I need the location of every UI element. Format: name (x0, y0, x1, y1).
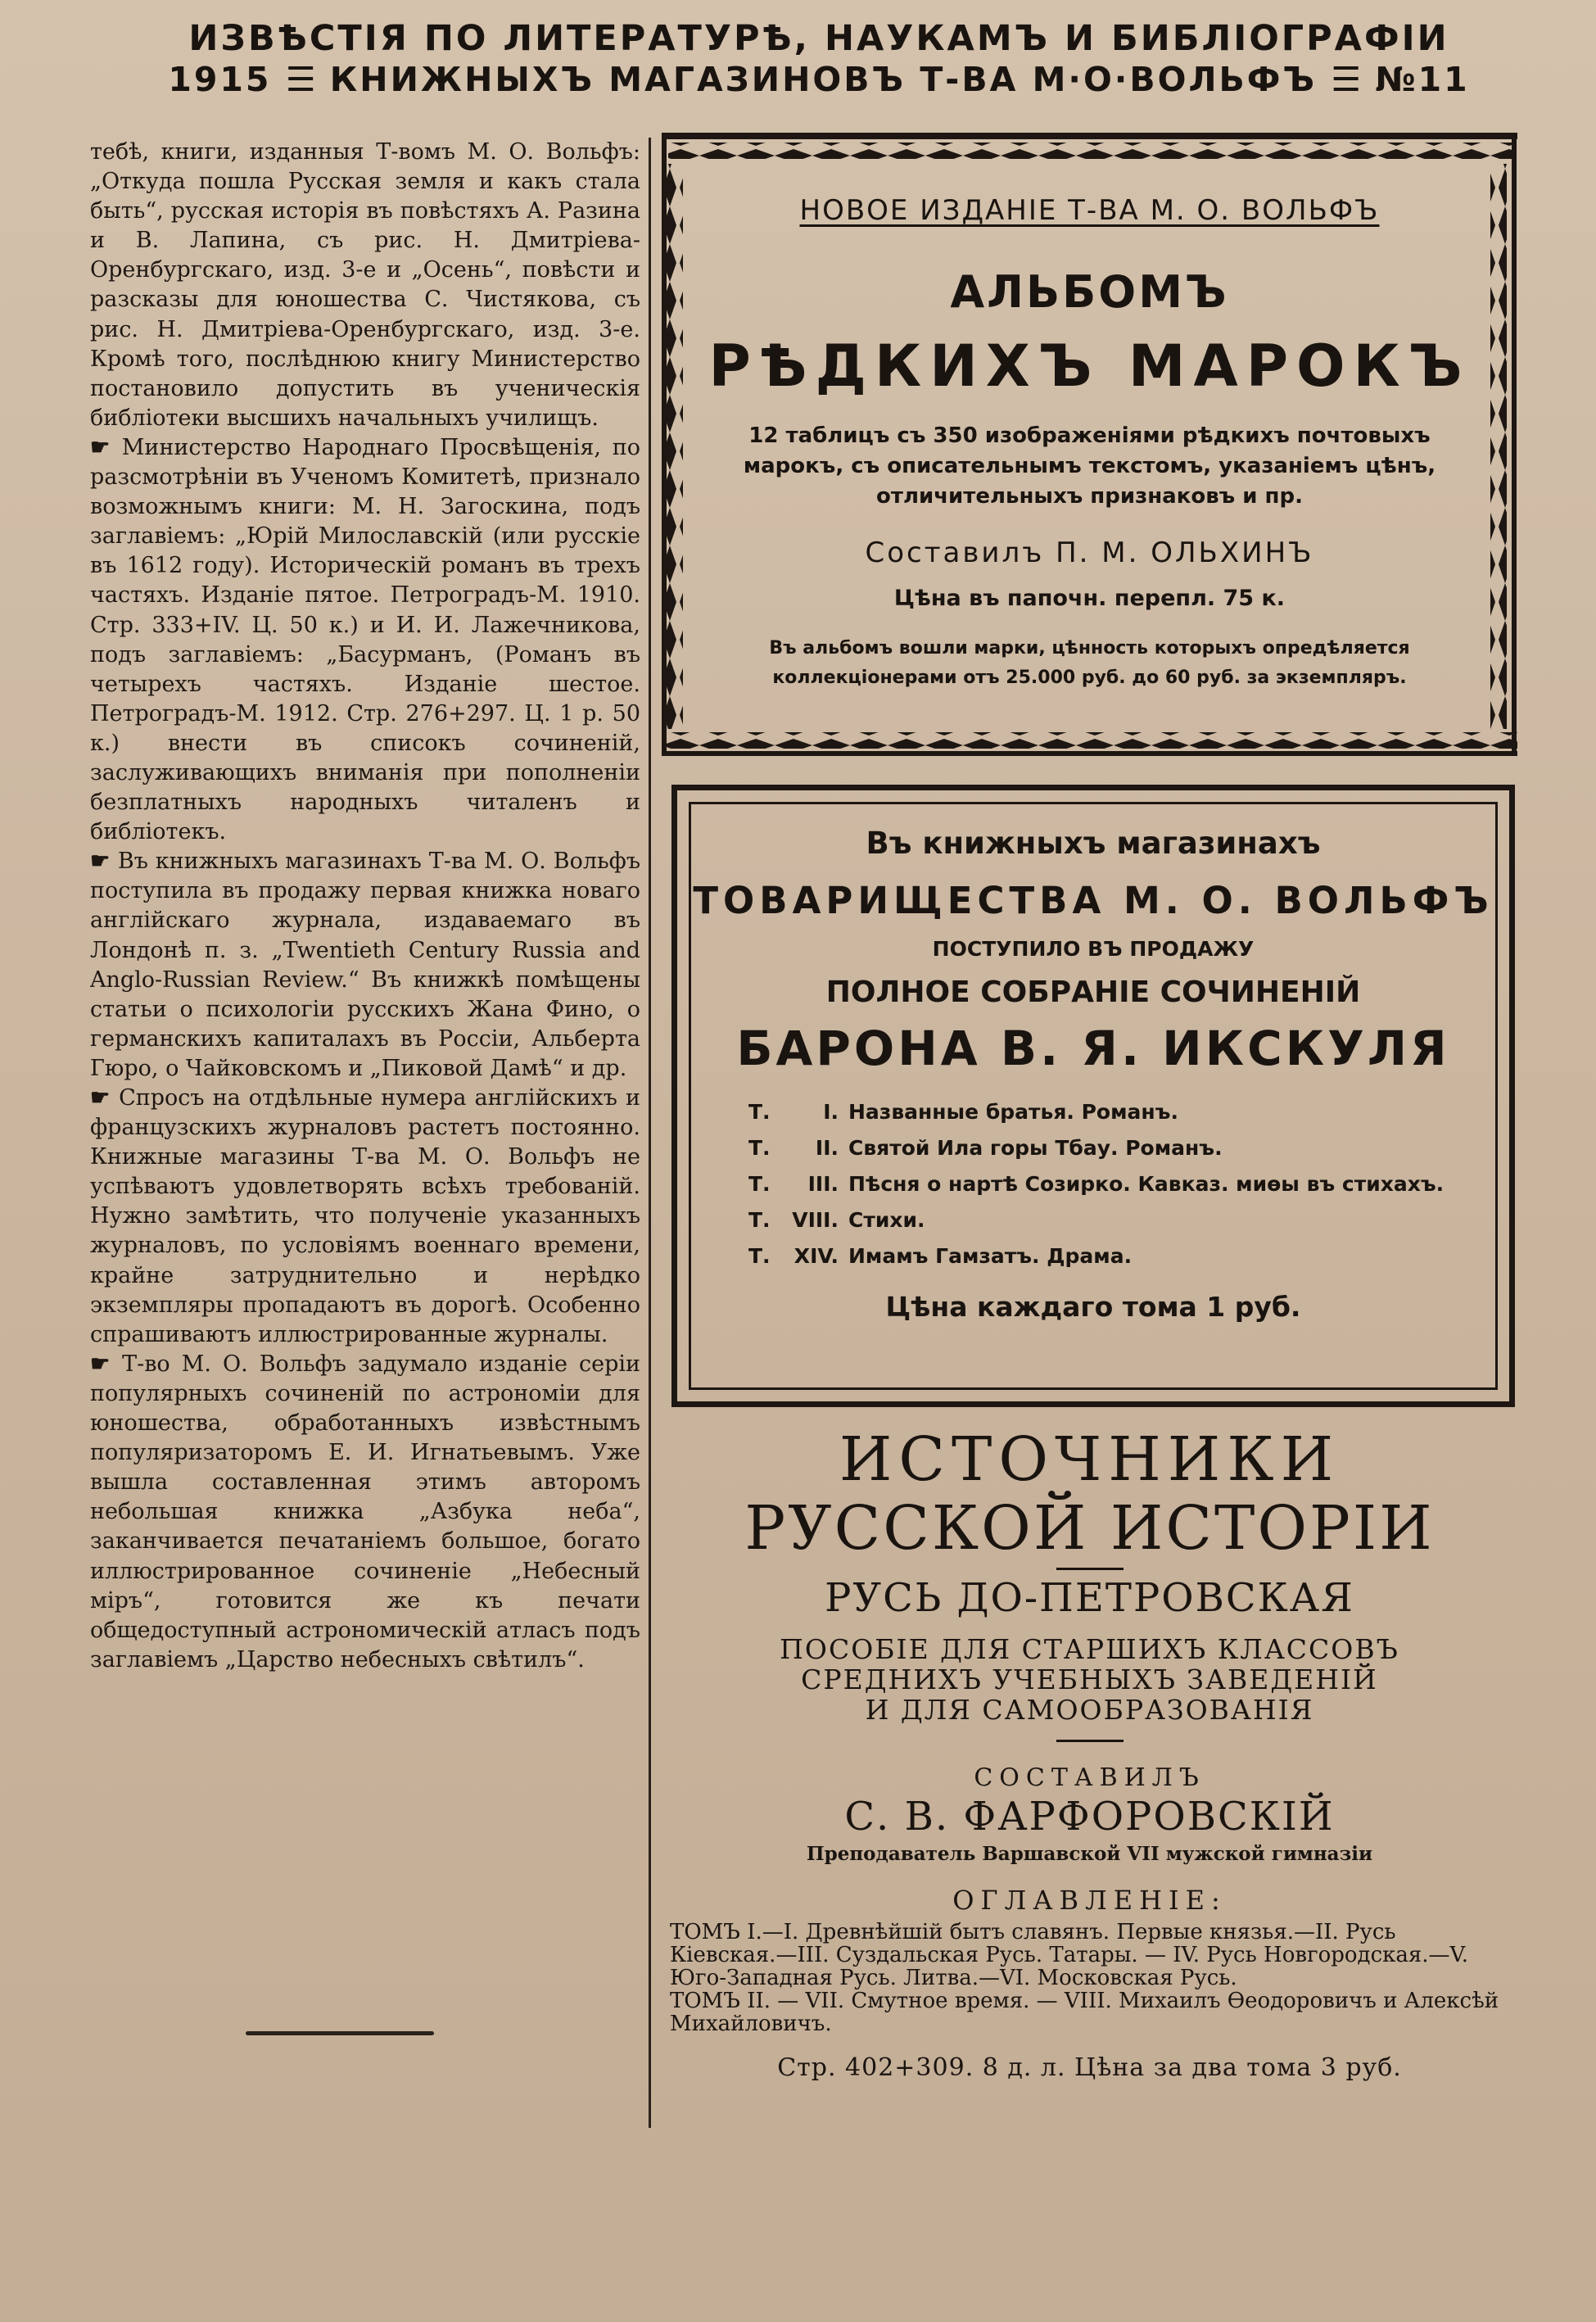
masthead (123, 18, 1515, 100)
news-column (90, 138, 640, 1980)
ad-title: ИСТОЧНИКИ (839, 1424, 1341, 1495)
toc-label: ОГЛАВЛЕНІЕ: (952, 1885, 1227, 1916)
column-divider (649, 138, 651, 2128)
toc-entry: ТОМЪ II. — VII. Смутное время. — VIII. Михаилъ Ѳеодоровичъ и Алексѣй Михайловичъ. (670, 1989, 1499, 2036)
volume-list (748, 1094, 1495, 1274)
list-item: Т. I. Названные братья. Романъ. (748, 1100, 1178, 1124)
end-rule (246, 2031, 434, 2035)
ad-line: ПОСТУПИЛО ВЪ ПРОДАЖУ (932, 937, 1255, 961)
masthead-shops: КНИЖНЫХЪ МАГАЗИНОВЪ Т-ВА М·О·ВОЛЬФЪ (329, 60, 1317, 99)
ad-title-large: РѢДКИХЪ МАРОКЪ (708, 333, 1471, 400)
list-item: Т. III. Пѣсня о нартѣ Созирко. Кавказ. миѳы въ стихахъ. (748, 1172, 1445, 1196)
ad-description: 12 таблицъ съ 350 изображеніями рѣдкихъ почтовыхъ марокъ, съ описательнымъ текстомъ, указаніемъ цѣнъ, отличительныхъ признаковъ и пр. (743, 423, 1436, 509)
stamp-album-content (707, 176, 1472, 717)
author-role: Преподаватель Варшавской VII мужской гимназіи (806, 1843, 1373, 1865)
compiled-label: СОСТАВИЛЪ (974, 1763, 1205, 1792)
ikskul-works-content (689, 802, 1498, 1390)
ad-price: Цѣна въ папочн. перепл. 75 к. (893, 586, 1286, 611)
news-paragraph: ☛ Въ книжныхъ магазинахъ Т-ва М. О. Вольфъ поступила въ продажу первая книжка новаго англійскаго журнала, издаваемаго въ Лондонѣ п. з. „Twentieth Century Russia and Anglo-Russian Review.“ Въ книжкѣ помѣщены статьи о психологіи русскихъ Жана Фино, о германскихъ капиталахъ въ Россіи, Альберта Гюро, о Чайковскомъ и „Пиковой Дамѣ“ и др. (90, 849, 640, 1081)
ad-audience: ПОСОБІЕ ДЛЯ СТАРШИХЪ КЛАССОВЪ СРЕДНИХЪ УЧЕБНЫХЪ ЗАВЕДЕНІЙ И ДЛЯ САМООБРАЗОВАНІЯ (780, 1633, 1399, 1726)
table-of-contents (662, 1921, 1499, 2035)
list-item: Т. XIV. Имамъ Гамзатъ. Драма. (748, 1244, 1133, 1268)
ad-publisher: ТОВАРИЩЕСТВА М. О. ВОЛЬФЪ (693, 879, 1494, 922)
list-item: Т. II. Святой Ила горы Тбау. Романъ. (748, 1136, 1223, 1160)
ad-line: ПОЛНОЕ СОБРАНІЕ СОЧИНЕНІЙ (825, 975, 1361, 1009)
toc-entry: ТОМЪ I.—I. Древнѣйшій бытъ славянъ. Первые князья.—II. Русь Кіевская.—III. Суздальская Русь. Татары. — IV. Русь Новгородская.—V. Юго-Западная Русь. Литва.—VI. Московская Русь. (670, 1920, 1469, 1990)
ad-title: АЛЬБОМЪ (950, 266, 1229, 318)
masthead-year: 1915 (168, 60, 272, 99)
news-paragraph: тебѣ, книги, изданныя Т-вомъ М. О. Вольфъ: „Откуда пошла Русская земля и какъ стала быть“, русская исторія въ повѣстяхъ А. Разина и В. Лапина, съ рис. Н. Дмитріева-Оренбургскаго, изд. 3-е и „Осень“, повѣсти и разсказы для юношества С. Чистякова, съ рис. Н. Дмитріева-Оренбургскаго, изд. 3-е. Кромѣ того, послѣднюю книгу Министерство постановило допустить въ ученическія библіотеки высшихъ начальныхъ училищъ. (90, 139, 640, 431)
ad-author: С. В. ФАРФОРОВСКІЙ (844, 1794, 1335, 1840)
ad-title: РУССКОЙ ИСТОРІИ (744, 1493, 1435, 1564)
pointing-hand-icon: ☛ (90, 1085, 120, 1111)
ad-price: Цѣна каждаго тома 1 руб. (885, 1291, 1301, 1323)
triple-bar-ornament: ☰ (285, 60, 316, 99)
news-paragraph: ☛ Спросъ на отдѣльные нумера англійскихъ и французскихъ журналовъ растетъ постоянно. Книжные магазины Т-ва М. О. Вольфъ не успѣваютъ удовлетворять всѣхъ требованій. Нужно замѣтить, что полученіе указанныхъ журналовъ, по условіямъ военнаго времени, крайне затруднительно и нерѣдко экземпляры пропадаютъ въ дорогѣ. Особенно спрашиваютъ иллюстрированные журналы. (90, 1085, 640, 1347)
rule-divider (1056, 1568, 1124, 1570)
masthead-issue: №11 (1375, 60, 1470, 99)
ad-note: Въ альбомъ вошли марки, цѣнность которыхъ опредѣляется коллекціонерами отъ 25.000 руб. до 60 руб. за экземпляръ. (769, 638, 1410, 688)
triple-bar-ornament: ☰ (1331, 60, 1362, 99)
news-paragraph: ☛ Т-во М. О. Вольфъ задумало изданіе серіи популярныхъ сочиненій по астрономіи для юношества, обработанныхъ извѣстнымъ популяризаторомъ Е. И. Игнатьевымъ. Уже вышла составленная этимъ авторомъ небольшая книжка „Азбука неба“, заканчивается печатаніемъ большое, богато иллюстрированное сочиненіе „Небесный міръ“, готовится же къ печати общедоступный астрономическій атласъ подъ заглавіемъ „Царство небесныхъ свѣтилъ“. (90, 1351, 640, 1672)
masthead-subline (123, 59, 1515, 100)
pointing-hand-icon: ☛ (90, 434, 122, 460)
ad-author-large: БАРОНА В. Я. ИКСКУЛЯ (736, 1021, 1450, 1076)
news-paragraph: ☛ Министерство Народнаго Просвѣщенія, по разсмотрѣніи въ Ученомъ Комитетѣ, признало возможнымъ книги: М. Н. Загоскина, подъ заглавіемъ: „Юрій Милославскій (или русскіе въ 1612 году). Историческій романъ въ трехъ частяхъ. Изданіе пятое. Петроградъ-М. 1910. Стр. 333+IV. Ц. 50 к.) и И. И. Лажечникова, подъ заглавіемъ: „Басурманъ, (Романъ въ четырехъ частяхъ. Изданіе шестое. Петроградъ-М. 1912. Стр. 276+297. Ц. 1 р. 50 к.) внести въ списокъ сочиненій, заслуживающихъ вниманія при пополненіи безплатныхъ народныхъ читаленъ и библіотекъ. (90, 434, 640, 845)
rule-divider (1056, 1740, 1124, 1742)
ad-kicker: НОВОЕ ИЗДАНІЕ Т-ВА М. О. ВОЛЬФЪ (799, 194, 1380, 227)
ikskul-works-advertisement (671, 785, 1515, 1407)
ad-subtitle: РУСЬ ДО-ПЕТРОВСКАЯ (825, 1575, 1354, 1621)
pointing-hand-icon: ☛ (90, 849, 118, 875)
pointing-hand-icon: ☛ (90, 1351, 123, 1377)
masthead-title: ИЗВѢСТІЯ ПО ЛИТЕРАТУРѢ, НАУКАМЪ И БИБЛІОГРАФІИ (188, 18, 1449, 59)
ad-price: Стр. 402+309. 8 д. л. Цѣна за два тома 3 руб. (777, 2053, 1402, 2082)
ad-line: Въ книжныхъ магазинахъ (866, 826, 1321, 861)
russian-history-advertisement (662, 1425, 1517, 2146)
ad-author: Составилъ П. М. ОЛЬХИНЪ (865, 536, 1314, 569)
stamp-album-advertisement (662, 131, 1517, 758)
list-item: Т. VIII. Стихи. (748, 1208, 925, 1232)
